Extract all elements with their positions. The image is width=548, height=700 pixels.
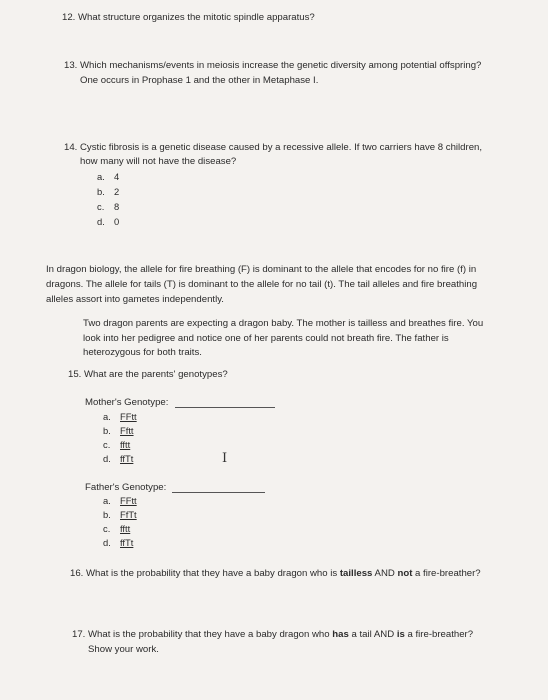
option-value: ffTt: [120, 537, 134, 548]
option-value: fftt: [120, 523, 131, 534]
option-letter: b.: [103, 425, 111, 436]
father-option-d[interactable]: [103, 536, 133, 549]
q17-emphasis-has: has: [332, 629, 349, 640]
option-letter: a.: [97, 171, 105, 182]
option-value: 2: [114, 186, 120, 197]
intro-line-3: alleles assort into gametes independently.: [46, 294, 224, 305]
q14-option-c[interactable]: [97, 200, 119, 213]
question-12: 12. What structure organizes the mitotic spindle apparatus?: [62, 12, 315, 23]
option-value: FFtt: [120, 495, 137, 506]
scenario-line-2: look into her pedigree and notice one of her parents could not breath fire. The father is: [83, 333, 449, 344]
scenario-line-3: heterozygous for both traits.: [83, 347, 202, 358]
text-cursor-icon: I: [222, 451, 228, 466]
option-letter: b.: [103, 509, 111, 520]
option-value: FfTt: [120, 509, 137, 520]
mother-genotype-label: Mother's Genotype:: [85, 397, 169, 408]
mother-option-b[interactable]: [103, 424, 134, 437]
mother-genotype-answer-line[interactable]: [175, 407, 275, 408]
father-genotype-label: Father's Genotype:: [85, 482, 167, 493]
question-17-line-2: Show your work.: [88, 644, 159, 655]
q16-mid: AND: [372, 568, 398, 579]
question-15: 15. What are the parents' genotypes?: [68, 369, 228, 380]
scenario-line-1: Two dragon parents are expecting a dragon baby. The mother is tailless and breathes fire. You: [83, 318, 484, 329]
option-value: Fftt: [120, 425, 134, 436]
father-option-a[interactable]: [103, 494, 137, 507]
intro-line-1: In dragon biology, the allele for fire breathing (F) is dominant to the allele that encodes for no fire (f) in: [46, 264, 477, 275]
option-letter: d.: [97, 216, 105, 227]
q17-emphasis-is: is: [396, 629, 405, 640]
option-letter: d.: [103, 537, 111, 548]
q14-option-b[interactable]: [97, 185, 119, 198]
option-value: FFtt: [120, 411, 137, 422]
q14-option-d[interactable]: [97, 215, 119, 228]
q16-suffix: a fire-breather?: [412, 568, 481, 579]
option-letter: c.: [103, 523, 111, 534]
mother-option-c[interactable]: [103, 438, 130, 451]
q16-emphasis-not: not: [397, 568, 413, 579]
q14-option-a[interactable]: [97, 170, 119, 183]
question-17-line-1: [72, 628, 473, 642]
option-value: 0: [114, 216, 120, 227]
option-value: fftt: [120, 439, 131, 450]
father-option-c[interactable]: [103, 522, 130, 535]
mother-option-a[interactable]: [103, 410, 137, 423]
option-letter: a.: [103, 495, 111, 506]
q16-emphasis-tailless: tailless: [339, 568, 373, 579]
mother-option-d[interactable]: [103, 452, 133, 465]
option-value: 4: [114, 171, 120, 182]
question-13-line-2: One occurs in Prophase 1 and the other in Metaphase I.: [80, 75, 319, 86]
option-value: 8: [114, 201, 120, 212]
father-genotype-answer-line[interactable]: [172, 492, 265, 493]
q16-prefix: 16. What is the probability that they have a baby dragon who is: [70, 568, 340, 579]
q17-prefix: 17. What is the probability that they have a baby dragon who: [72, 629, 333, 640]
question-16: [70, 567, 481, 581]
q17-mid: a tail AND: [348, 629, 397, 640]
father-option-b[interactable]: [103, 508, 137, 521]
q17-suffix: a fire-breather?: [404, 629, 474, 640]
question-14-line-1: 14. Cystic fibrosis is a genetic disease caused by a recessive allele. If two carriers have 8 children,: [64, 142, 483, 153]
question-13-line-1: 13. Which mechanisms/events in meiosis increase the genetic diversity among potential offspring?: [64, 60, 482, 71]
option-letter: c.: [103, 439, 111, 450]
option-letter: a.: [103, 411, 111, 422]
question-14-line-2: how many will not have the disease?: [80, 156, 237, 167]
option-letter: c.: [97, 201, 105, 212]
option-letter: d.: [103, 453, 111, 464]
option-letter: b.: [97, 186, 105, 197]
option-value: ffTt: [120, 453, 134, 464]
intro-line-2: dragons. The allele for tails (T) is dominant to the allele for no tail (t). The tail alleles and fire breathing: [46, 279, 478, 290]
